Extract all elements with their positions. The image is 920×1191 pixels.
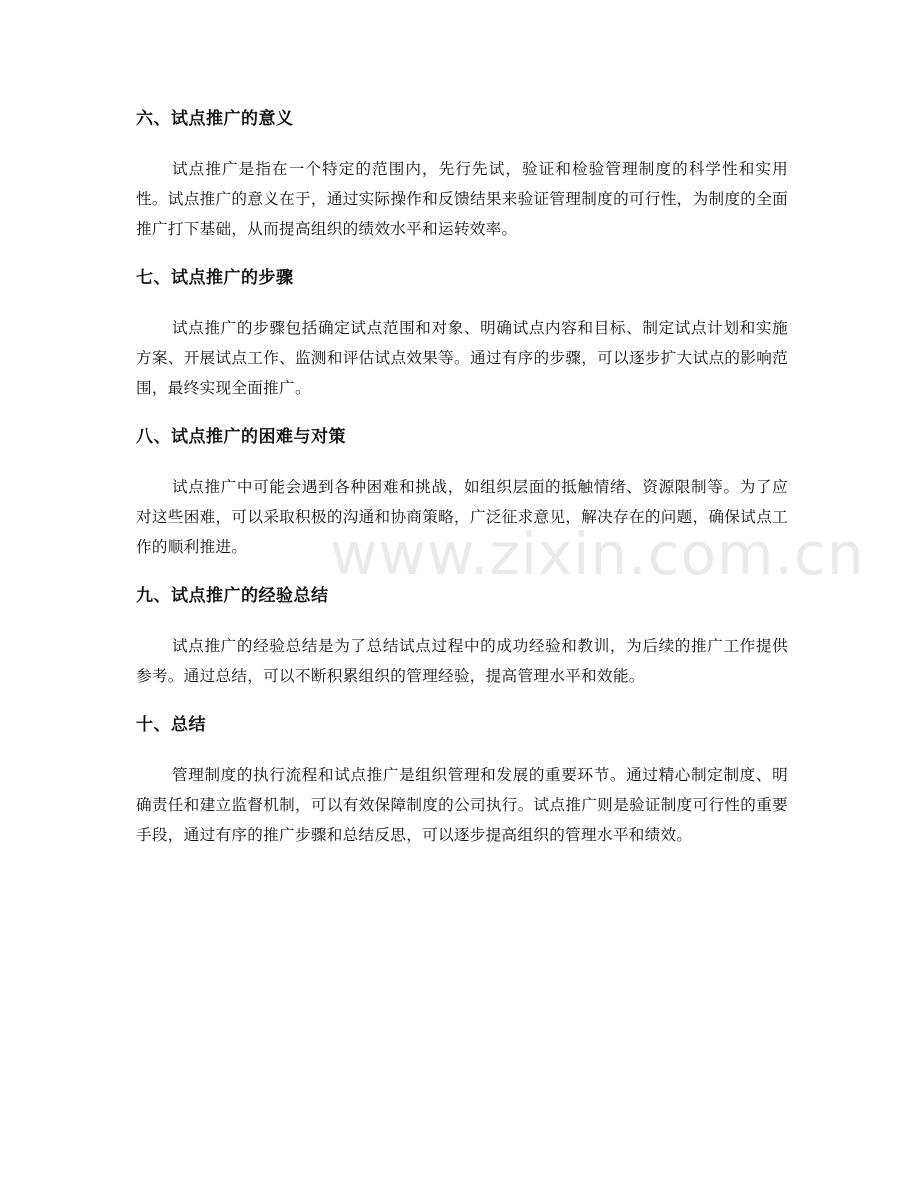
section-heading: 八、试点推广的困难与对策 bbox=[136, 427, 346, 447]
section-heading: 七、试点推广的步骤 bbox=[136, 268, 294, 288]
section-heading: 六、试点推广的意义 bbox=[136, 109, 294, 129]
section-paragraph: 试点推广的经验总结是为了总结试点过程中的成功经验和教训，为后续的推广工作提供参考。通过总结，可以不断积累组织的管理经验，提高管理水平和效能。 bbox=[136, 637, 788, 685]
section-8 bbox=[136, 422, 788, 562]
section-10 bbox=[136, 710, 788, 850]
section-paragraph: 管理制度的执行流程和试点推广是组织管理和发展的重要环节。通过精心制定制度、明确责任和建立监督机制，可以有效保障制度的公司执行。试点推广则是验证制度可行性的重要手段，通过有序的推广步骤和总结反思，可以逐步提高组织的管理水平和绩效。 bbox=[136, 766, 788, 844]
section-heading: 十、总结 bbox=[136, 715, 206, 735]
section-heading: 九、试点推广的经验总结 bbox=[136, 586, 329, 606]
section-paragraph: 试点推广是指在一个特定的范围内，先行先试，验证和检验管理制度的科学性和实用性。试点推广的意义在于，通过实际操作和反馈结果来验证管理制度的可行性，为制度的全面推广打下基础，从而提高组织的绩效水平和运转效率。 bbox=[136, 160, 788, 238]
watermark: www.zixin.com.cn bbox=[330, 520, 865, 588]
document-body bbox=[136, 104, 788, 869]
section-paragraph: 试点推广的步骤包括确定试点范围和对象、明确试点内容和目标、制定试点计划和实施方案、开展试点工作、监测和评估试点效果等。通过有序的步骤，可以逐步扩大试点的影响范围，最终实现全面推广。 bbox=[136, 319, 788, 397]
section-7 bbox=[136, 263, 788, 403]
section-9 bbox=[136, 581, 788, 691]
section-paragraph: 试点推广中可能会遇到各种困难和挑战，如组织层面的抵触情绪、资源限制等。为了应对这些困难，可以采取积极的沟通和协商策略，广泛征求意见，解决存在的问题，确保试点工作的顺利推进。 bbox=[136, 478, 788, 556]
section-6 bbox=[136, 104, 788, 244]
